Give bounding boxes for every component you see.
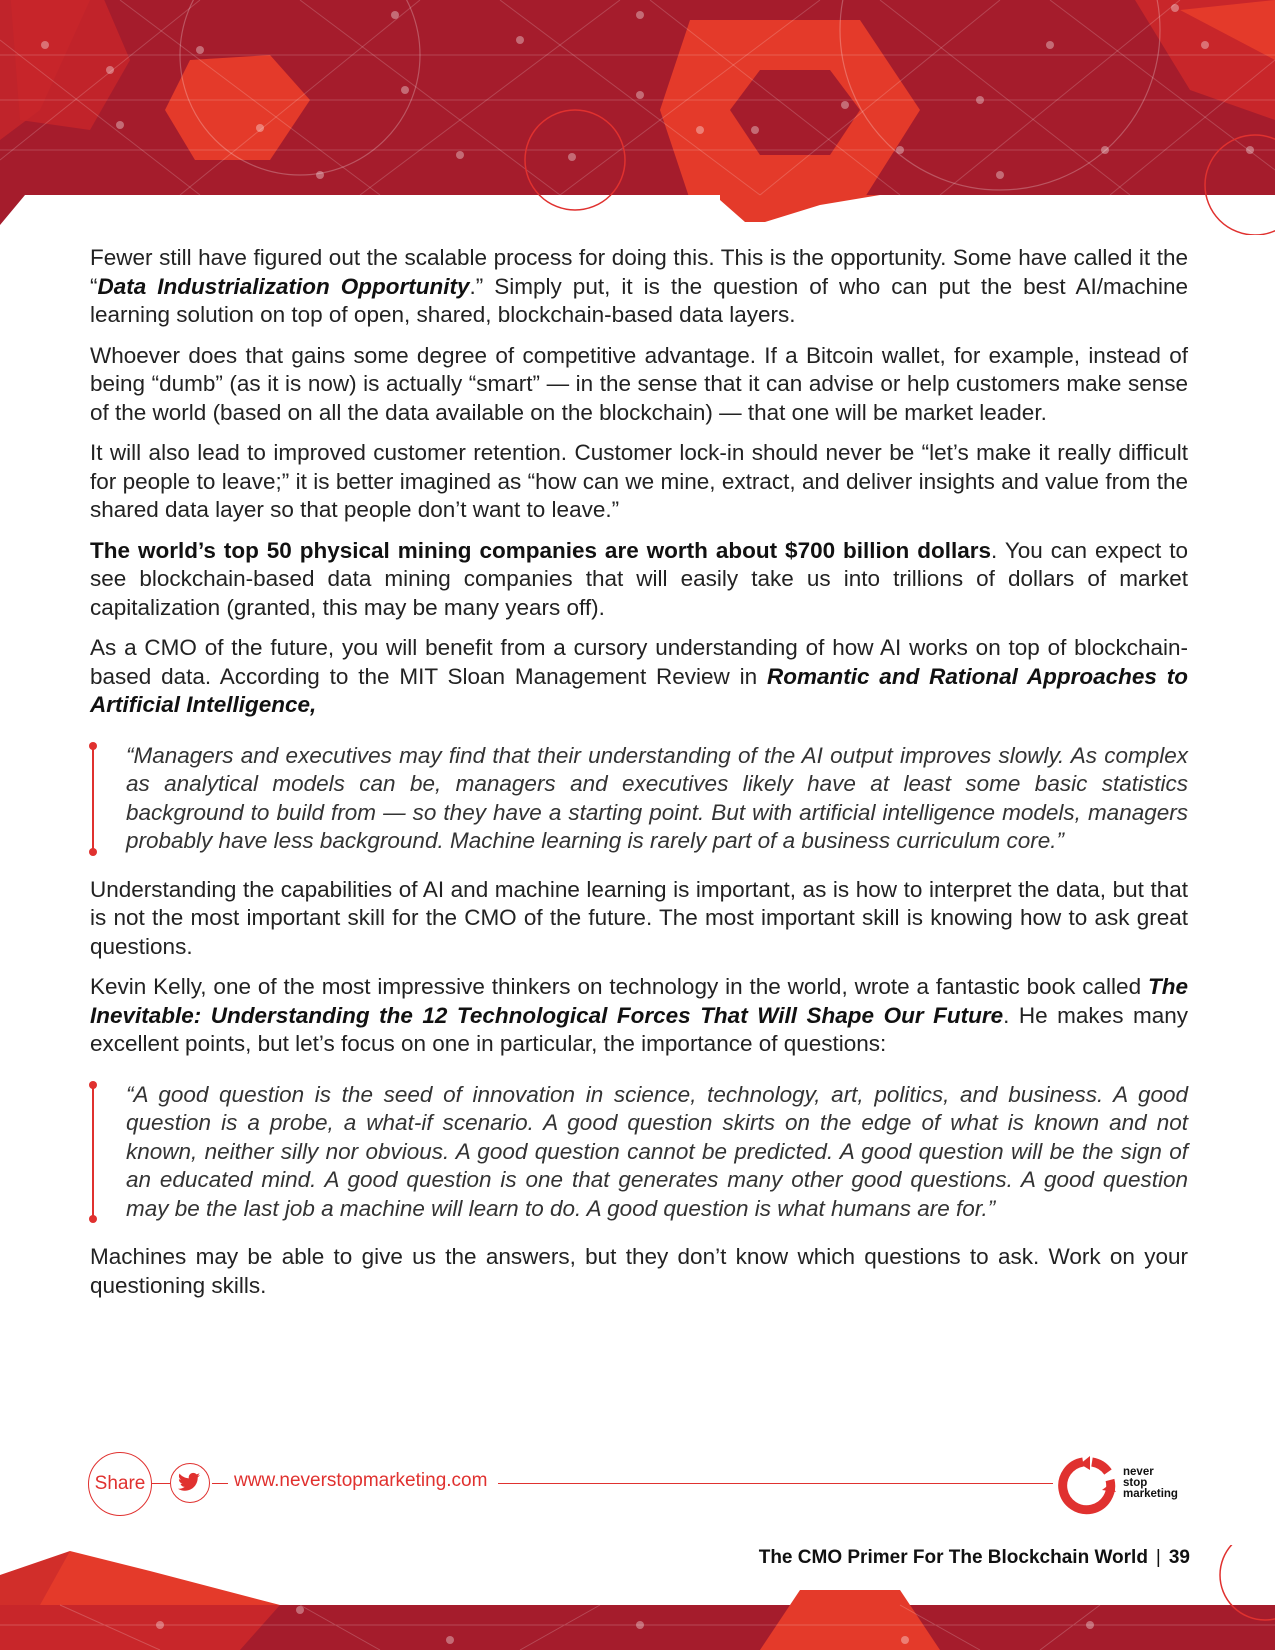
- quote-bar: [92, 746, 94, 852]
- website-link[interactable]: www.neverstopmarketing.com: [234, 1470, 488, 1491]
- logo-text: never stop marketing: [1123, 1466, 1178, 1500]
- share-button[interactable]: Share: [88, 1452, 152, 1516]
- document-title: The CMO Primer For The Blockchain World: [758, 1547, 1148, 1568]
- page-number: 39: [1168, 1547, 1190, 1568]
- paragraph: The world’s top 50 physical mining companies are worth about $700 billion dollars. You can expect to see blockchain-based data mining companies that will easily take us into trillions of dollars of market capitalization (granted, this may be many years off).: [90, 537, 1188, 620]
- book-title: The Inevitable: Understanding the 12 Technological Forces That Will Shape Our Future: [90, 974, 1188, 1028]
- divider: [152, 1483, 170, 1484]
- footer-banner: [0, 1545, 1275, 1650]
- quote-dot-icon: [89, 848, 97, 856]
- paragraph: It will also lead to improved customer retention. Customer lock-in should never be “let’s make it really difficult for people to leave;” it is better imagined as “how can we mine, extract, and deliver insights and value from the shared data layer so that people don’t want to leave.”: [90, 440, 1188, 522]
- twitter-icon: [178, 1472, 200, 1492]
- twitter-share-button[interactable]: [170, 1463, 210, 1503]
- quote-dot-icon: [89, 1081, 97, 1089]
- bold-statement: The world’s top 50 physical mining companies are worth about $700 billion dollars: [90, 537, 992, 563]
- paragraph: Kevin Kelly, one of the most impressive thinkers on technology in the world, wrote a fantastic book called The Inevitable: Understanding the 12 Technological Forces That Will Shape Our Future. He makes many excellent points, but let’s focus on one in particular, the importance of questions:: [90, 974, 1188, 1056]
- quote-text: “A good question is the seed of innovation in science, technology, art, politics, and business. A good question is a probe, a what-if scenario. A good question skirts on the edge of what is known and not known, neither silly nor obvious. A good question cannot be predicted. A good question will be the sign of an educated mind. A good question is one that generates many other good questions. A good question may be the last job a machine will learn to do. A good question is what humans are for.”: [126, 1081, 1188, 1221]
- paragraph: Understanding the capabilities of AI and machine learning is important, as is how to interpret the data, but that is not the most important skill for the CMO of the future. The most important skill is knowing how to ask great questions.: [90, 876, 1188, 959]
- emphasized-term: Data Industrialization Opportunity: [97, 273, 470, 299]
- header-banner: [0, 0, 1275, 235]
- paragraph: As a CMO of the future, you will benefit from a cursory understanding of how AI works on top of blockchain-based data. According to the MIT Sloan Management Review in Romantic and Rational Approaches to Artificial Intelligence,: [90, 635, 1188, 717]
- blockquote: [90, 1081, 1188, 1224]
- quote-dot-icon: [89, 742, 97, 750]
- paragraph: Machines may be able to give us the answers, but they don’t know which questions to ask. Work on your questioning skills.: [90, 1244, 1188, 1298]
- article-body: [90, 244, 1188, 1312]
- blockquote: [90, 742, 1188, 856]
- divider: [212, 1483, 228, 1484]
- quote-dot-icon: [89, 1215, 97, 1223]
- paragraph: Fewer still have figured out the scalable process for doing this. This is the opportunity. Some have called it the “Data Industrialization Opportunity.” Simply put, it is the question of who can put the best AI/machine learning solution on top of open, shared, blockchain-based data layers.: [90, 245, 1188, 327]
- separator: |: [1155, 1547, 1161, 1568]
- quote-bar: [92, 1085, 94, 1220]
- divider: [498, 1483, 1053, 1484]
- quote-text: “Managers and executives may find that their understanding of the AI output improves slowly. As complex as analytical models can be, managers and executives likely have at least some basic statistics background to build from — so they have a starting point. But with artificial intelligence models, managers probably have less background. Machine learning is rarely part of a business curriculum core.”: [126, 742, 1188, 853]
- article-title: Romantic and Rational Approaches to Artificial Intelligence,: [90, 663, 1188, 717]
- share-bar: [88, 1452, 1190, 1520]
- paragraph: Whoever does that gains some degree of competitive advantage. If a Bitcoin wallet, for example, instead of being “dumb” (as it is now) is actually “smart” — in the sense that it can advise or help customers make sense of the world (based on all the data available on the blockchain) — that one will be market leader.: [90, 342, 1188, 425]
